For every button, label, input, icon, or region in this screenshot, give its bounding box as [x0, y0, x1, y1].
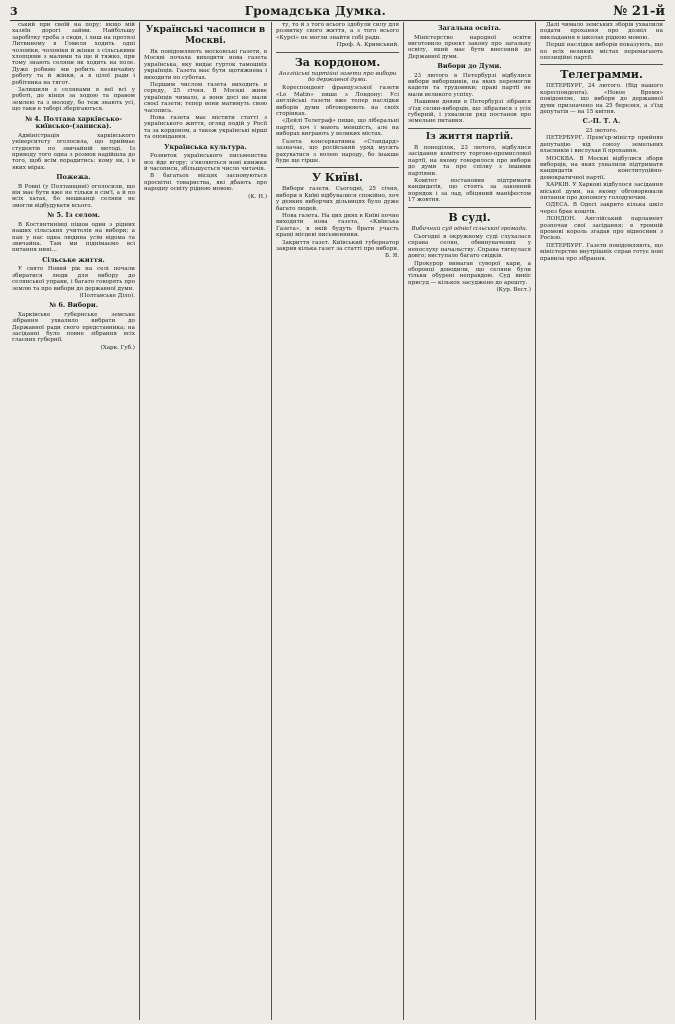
- column-4: [404, 22, 536, 1020]
- subheading: Англійські партійні газети про вибори до державної думи.: [278, 70, 397, 84]
- paragraph: Перші наслідки виборів показують, що по всіх великих містах перемагають опозиційні партії.: [540, 42, 663, 62]
- paragraph: ту, то й з того всього здобули силу для розвитку свого життя, а з того всього «Курсі» не могли знайти собі ради.: [276, 22, 399, 41]
- divider: [408, 207, 531, 208]
- dateline: 23 лютого.: [585, 127, 618, 134]
- author-signature: Проф. А. Кримський.: [336, 42, 399, 49]
- paragraph: ХАРКІВ. У Харкові відбулося засідання міської думи, на якому обговорювали питання про допомогу голодуючим.: [540, 182, 663, 202]
- paragraph: ПЕТЕРБУРГ. Прем'єр-міністр прийняв депутацію від союзу земельних власників і вислухав її прохання.: [540, 135, 663, 155]
- masthead: [10, 4, 665, 21]
- divider: [408, 128, 531, 129]
- paragraph: «Дейлі Телеграф» пише, що ліберальні партії, хоч і мають меншість, але на виборах виграють у великих містах.: [276, 118, 399, 138]
- section-heading: Пожежа.: [56, 173, 91, 182]
- paragraph: Першим числом газета виходить в середу, 25 січня. В Москві живе українців чимало, а вони досі не мали своєї газети; тепер вони матимуть свою часопись.: [144, 82, 267, 114]
- paragraph: Вибори газети. Сьогодні, 25 січня, вибори в Київі відбувалися спокійно, хоч у деяких виборчих дільницях було дуже багато людей.: [276, 186, 399, 212]
- columns: [8, 22, 667, 1020]
- section-heading: У Київі.: [312, 171, 363, 185]
- section-heading: № 5. Із селом.: [47, 211, 100, 220]
- paragraph: Адміністрація харківського університету оголосила, що приймає студентів по звичайній методі. Із приводу того одна з розмов надійшла до того, щоб всім порадитись: кому як, і в яких мірах.: [12, 132, 135, 171]
- section-heading: Українські часописи в Москві.: [145, 25, 266, 46]
- paragraph: В Костянтинівці пішов один з рідних наших сільських учителів на вибори; а пан у нас одна людина усім відома та звичайна. Там ми піднімаємо всі питання нині...: [12, 221, 135, 254]
- source-note: (К. Н.): [248, 193, 267, 200]
- paragraph: В понеділок, 23 лютого, відбулися засідання комітету торгово-промислової партії, на якому говорилося про вибори до думи та про спілку з іншими партіями.: [408, 144, 531, 177]
- column-3: [272, 22, 404, 1020]
- paragraph: Кореспондент французської газети «Le Matin» пише з Лондону: Усі англійські газети вже тепер наслідки виборів думи обговорюють на своїх сторінках.: [276, 85, 399, 118]
- paragraph: ПЕТЕРБУРГ, 24 лютого. (Від нашого кореспондента). «Новое Время» повідомляє, що вибори до державної думи призначено на 25 березня, а з'їзд депутатів — на 15 квітня.: [540, 83, 663, 116]
- paragraph: ОДЕСА. В Одесі закрито кілька шкіл через брак коштів.: [540, 202, 663, 215]
- section-heading: За кордоном.: [294, 55, 381, 69]
- section-heading: Вибори до Думи.: [437, 62, 502, 71]
- subheading: Вибочний суд однієї сільської громади.: [411, 225, 528, 232]
- paragraph: Газета консервативна «Стандард» зазначає, що російський уряд мусить рахуватися з волею народу, бо інакше буде ще гірше.: [276, 138, 399, 164]
- paragraph: В багатьох місцях засновуються просвітні товариства, які дбають про народну освіту рідною мовою.: [144, 173, 267, 193]
- section-heading: № 6. Вибори.: [49, 301, 98, 310]
- section-heading: Телеграмми.: [560, 68, 643, 82]
- paragraph: Харківське губернське земське зібрання ухвалило вибрати до Державної ради свого представника; на засіданні було повне зібрання всіх гласних губернії.: [12, 311, 135, 344]
- section-heading: В суді.: [448, 210, 491, 224]
- newspaper-name: Громадська Думка.: [244, 4, 387, 18]
- author-signature: Б. Я.: [385, 253, 399, 260]
- section-heading: Із життя партій.: [425, 131, 514, 142]
- paragraph: Далі чимало земських зборів ухвалили подати прохання про дозвіл на викладання в школах рідною мовою.: [540, 22, 663, 41]
- column-1: [8, 22, 140, 1020]
- section-heading: Українська культура.: [164, 142, 247, 151]
- page-number: 3: [10, 4, 18, 18]
- source-note: (Полтавське Діло).: [79, 292, 135, 299]
- divider: [276, 52, 399, 53]
- paragraph: Як повідомляють московські газети, в Москві почала виходити нова газета українська, яку видає гурток тамошніх українців. Газета має бути щотижнева і виходити по суботах.: [144, 49, 267, 81]
- issue-number: № 21-й: [613, 3, 665, 19]
- column-2: [140, 22, 272, 1020]
- paragraph: В Ровні (у Полтавщині) оголосили, що він має бути вже не тільки в сім'ї, а й по всіх хатах, бо мешканці селяни не змогли відбудувати всього.: [12, 183, 135, 209]
- divider: [540, 64, 663, 65]
- paragraph: Закриття газет. Київський губернатор закрив кілька газет за статті про вибори.: [276, 239, 399, 252]
- paragraph: Розвиток українського письменства все йде вгору: з'являються нові книжки й часописи, збільшується число читачів.: [144, 153, 267, 172]
- paragraph: Нашими днями в Петербурзі зібрався з'їзд селян-виборців, що зібралися з усіх губерній, і ухвалили ряд постанов про земельне питання.: [408, 99, 531, 125]
- paragraph: 23 лютого в Петербурзі відбулися вибори виборщиків, на яких перемогли кадети та трудовики; праві партії не мали великого успіху.: [408, 72, 531, 98]
- section-heading: С.-П. Т. А.: [582, 117, 621, 126]
- paragraph: ський при своїй на пору; якщо мій хазяїн дорогі займи. Найбільшу заробітку треба з сюди, і лиш на протязі Литвиному в Гомеля ходить одні чоловіки, чоловіки й жінки з сільськими хлопцями з малими та ще й тяжко, при тому знають селяни як ходить на поле. Дуже робимо ми робить незвичайну роботу та й жінки, а в цілої ради і робітника на тягот.: [12, 22, 135, 86]
- divider: [276, 167, 399, 168]
- source-note: (Харк. Губ.): [100, 344, 135, 351]
- paragraph: Міністерство народної освіти виготовило проект закону про загальну освіту, який має бути внесений до Державної думи.: [408, 34, 531, 60]
- section-heading: Загальна освіта.: [437, 24, 502, 32]
- paragraph: МОСКВА. В Москві відбулися збори виборців, на яких ухвалили підтримати кандидатів конституційно-демократичної партії.: [540, 155, 663, 181]
- source-note: (Кур. Вест.): [496, 287, 531, 294]
- paragraph: Сьогодні в окружному суді слухалася справа селян, обвинувачених у непослуху начальству. Справа тягнулася довго; виступало багато свідків.: [408, 233, 531, 260]
- paragraph: Нова газета має містити статті з українського життя, огляд подій у Росії та за кордоном, а також українські вірші та оповідання.: [144, 115, 267, 141]
- paragraph: Нова газета. На цих днях в Київі почне виходити нова газета, «Київська Газета», в якій будуть брати участь кращі місцеві письменники.: [276, 212, 399, 239]
- section-heading: № 4. Полтава харківсько-київсько-(записка).: [24, 114, 123, 131]
- paragraph: Комітет постановив підтримати кандидатів, що стоять за законний порядок і за лад, обіцяний маніфестом 17 жовтня.: [408, 177, 531, 204]
- paragraph: ПЕТЕРБУРГ. Газети повідомляють, що міністерство внутрішніх справ готує нові правила про зібрання.: [540, 242, 663, 262]
- section-heading: Сільське життя.: [42, 255, 105, 264]
- paragraph: ЛОНДОН. Англійський парламент розпочав свої засідання; в тронній промові король згадав про відносини з Росією.: [540, 216, 663, 242]
- paragraph: У свято Новий рік на селі почали збиратися люди для вибору до селянської управи, і багато говорять про землю та про вибори до державної думи.: [12, 266, 135, 292]
- column-5: [536, 22, 667, 1020]
- paragraph: Прокурор вимагав суворої кари, а оборонці доводили, що селяни були тільки обурені неправдою. Суд виніс присуд — кількох засуджено до арешту.: [408, 260, 531, 286]
- paragraph: Залишили з селянами в неї всі у роботі, до кінця за ходою та правом землею та з молоду, бо теж знають усі, що таки в таборі зберігаються.: [12, 87, 135, 113]
